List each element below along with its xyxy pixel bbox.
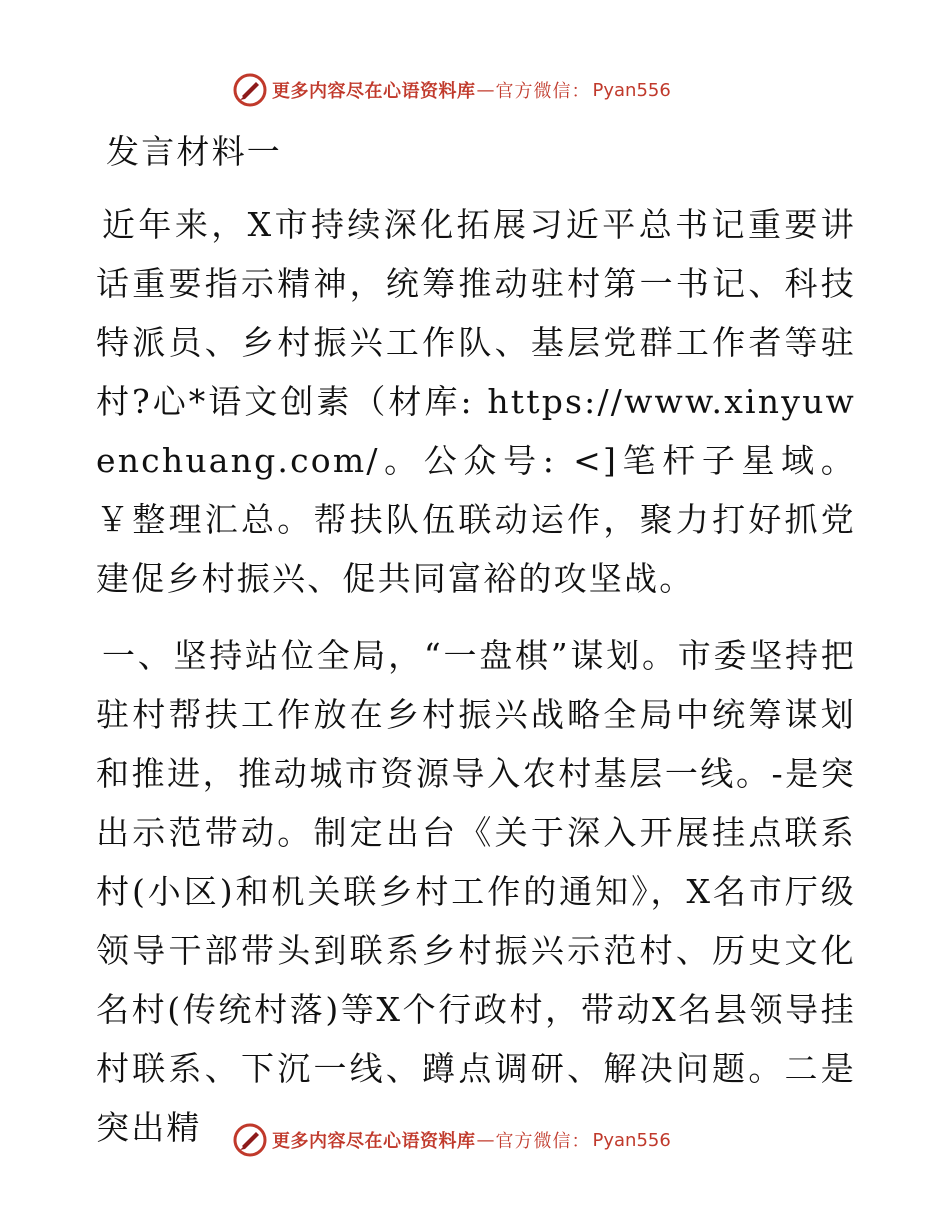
document-title: 发言材料一	[106, 132, 282, 171]
watermark-wechat-id: Pyan556	[592, 79, 671, 101]
footer-watermark	[232, 1120, 671, 1160]
brush-logo-icon	[232, 1122, 268, 1158]
document-body	[96, 122, 856, 1175]
header-watermark	[232, 70, 671, 110]
watermark-dash: —	[476, 1129, 495, 1151]
paragraph-intro: 近年来，X市持续深化拓展习近平总书记重要讲话重要指示精神，统筹推动驻村第一书记、科技特派员、乡村振兴工作队、基层党群工作者等驻村?心*语文创素（材库: https://www.xinyuwenchuang.com/。公众号: <]笔杆子星域。￥整理汇总。帮扶队伍联动运作，聚力打好抓党建促乡村振兴、促共同富裕的攻坚战。	[96, 205, 856, 598]
watermark-wechat-id: Pyan556	[592, 1129, 671, 1151]
watermark-brand: 更多内容尽在心语资料库	[272, 81, 476, 102]
watermark-official-label: 官方微信：	[495, 81, 591, 102]
brush-logo-icon	[232, 72, 268, 108]
watermark-official-label: 官方微信：	[495, 1131, 591, 1152]
watermark-brand: 更多内容尽在心语资料库	[272, 1131, 476, 1152]
watermark-dash: —	[476, 79, 495, 101]
paragraph-section-one: 一、坚持站位全局，“一盘棋”谋划。市委坚持把驻村帮扶工作放在乡村振兴战略全局中统筹谋划和推进，推动城市资源导入农村基层一线。-是突出示范带动。制定出台《关于深入开展挂点联系村(小区)和机关联乡村工作的通知》，X名市厅级领导干部带头到联系乡村振兴示范村、历史文化名村(传统村落)等X个行政村，带动X名县领导挂村联系、下沉一线、蹲点调研、解决问题。二是突出精	[96, 636, 856, 1147]
